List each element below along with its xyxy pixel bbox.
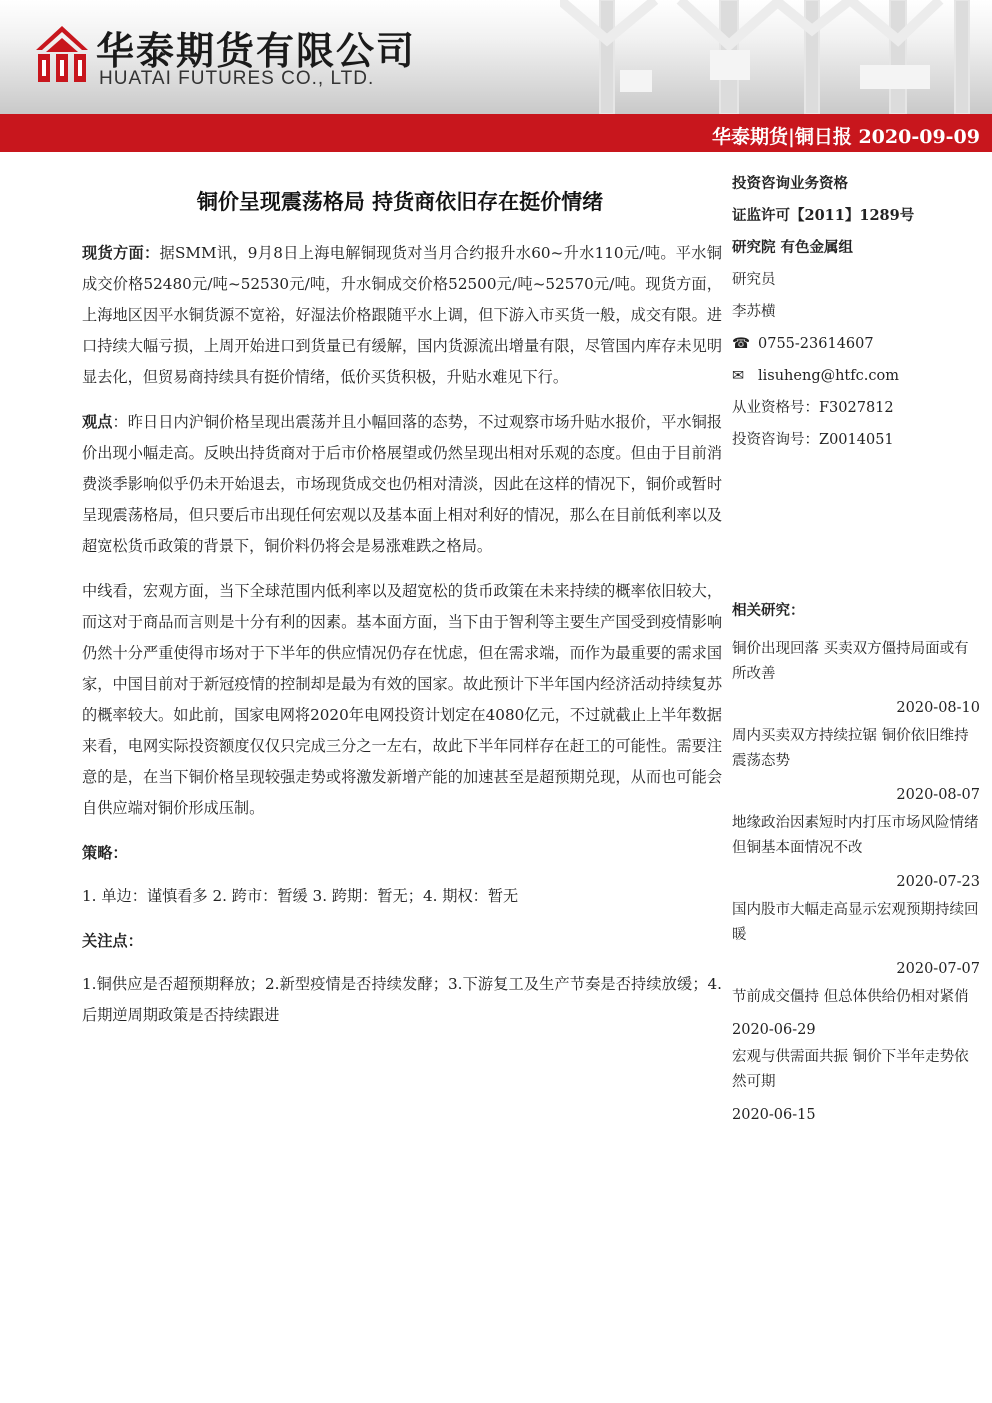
report-body [82, 238, 722, 1045]
advisory-number: 投资咨询号：Z0014051 [732, 432, 894, 448]
huatai-logo-icon [34, 24, 90, 84]
related-item-date: 2020-07-07 [896, 961, 980, 977]
department: 研究院 有色金属组 [732, 239, 854, 256]
focus-text: 1.铜供应是否超预期释放；2.新型疫情是否持续发酵；3.下游复工及生产节奏是否持续放缓；4. 后期逆周期政策是否持续跟进 [82, 975, 722, 1024]
spot-label: 现货方面： [82, 244, 160, 262]
midterm-paragraph: 中线看，宏观方面，当下全球范围内低利率以及超宽松的货币政策在未来持续的概率依旧较大，而这对于商品而言则是十分有利的因素。基本面方面，当下由于智利等主要生产国受到疫情影响仍然十分严重使得市场对于下半年的供应情况仍存在忧虑，但在需求端，而作为最重要的需求国家，中国目前对于新冠疫情的控制却是最为有效的国家。故此预计下半年国内经济活动持续复苏的概率较大。如此前，国家电网将2020年电网投资计划定在4080亿元，不过就截止上半年数据来看，电网实际投资额度仅仅只完成三分之一左右，故此下半年同样存在赶工的可能性。需要注意的是，在当下铜价格呈现较强走势或将激发新增产能的加速甚至是超预期兑现，从而也可能会自供应端对铜价形成压制。 [82, 582, 722, 817]
qualification-line-2: 证监许可【2011】1289号 [732, 207, 915, 224]
related-item-date: 2020-06-15 [732, 1107, 816, 1123]
company-name-en: HUATAI FUTURES CO., LTD. [99, 68, 375, 89]
related-research [732, 598, 980, 1130]
page-header [0, 0, 992, 114]
spot-paragraph [82, 238, 722, 393]
related-item-title[interactable]: 周内买卖双方持续拉锯 铜价依旧维持震荡态势 [732, 728, 969, 769]
strategy-text: 1. 单边：谨慎看多 2. 跨市：暂缓 3. 跨期：暂无；4. 期权：暂无 [82, 887, 519, 905]
view-label: 观点 [82, 413, 113, 431]
strategy-heading: 策略： [82, 844, 128, 862]
qualification-line-1: 投资咨询业务资格 [732, 175, 848, 192]
related-item-date: 2020-08-10 [896, 700, 980, 716]
decorative-pattern [560, 0, 992, 114]
related-item-title[interactable]: 宏观与供需面共振 铜价下半年走势依然可期 [732, 1049, 969, 1090]
cert-number: 从业资格号：F3027812 [732, 400, 894, 416]
focus-heading: 关注点： [82, 932, 143, 950]
email-address[interactable]: lisuheng@htfc.com [758, 368, 899, 384]
related-item-date: 2020-08-07 [896, 787, 980, 803]
related-item-date: 2020-07-23 [896, 874, 980, 890]
analyst-role: 研究员 [732, 272, 776, 288]
report-banner [0, 114, 992, 152]
report-title: 铜价呈现震荡格局 持货商依旧存在挺价情绪 [196, 189, 604, 214]
related-item-title[interactable]: 地缘政治因素短时内打压市场风险情绪 但铜基本面情况不改 [732, 815, 979, 856]
phone-icon: ☎ [732, 336, 751, 352]
related-item-title[interactable]: 节前成交僵持 但总体供给仍相对紧俏 [732, 989, 969, 1005]
view-text: ：昨日日内沪铜价格呈现出震荡并且小幅回落的态势，不过观察市场升贴水报价，平水铜报价出现小幅走高。反映出持货商对于后市价格展望或仍然呈现出相对乐观的态度。但由于目前消费淡季影响似乎仍未开始退去，市场现货成交也仍相对清淡，因此在这样的情况下，铜价或暂时呈现震荡格局，但只要后市出现任何宏观以及基本面上相对利好的情况，那么在目前低利率以及超宽松货币政策的背景下，铜价料仍将会是易涨难跌之格局。 [82, 413, 723, 555]
phone-row [732, 328, 982, 360]
email-row [732, 360, 982, 392]
report-tag-date: 华泰期货|铜日报 2020-09-09 [711, 126, 980, 148]
analyst-name: 李苏横 [732, 304, 776, 320]
analyst-info [732, 168, 982, 456]
related-heading: 相关研究： [732, 602, 805, 619]
phone-number: 0755-23614607 [758, 336, 874, 352]
email-icon: ✉ [732, 368, 745, 384]
related-item-date: 2020-06-29 [732, 1022, 816, 1038]
related-item-title[interactable]: 铜价出现回落 买卖双方僵持局面或有所改善 [732, 641, 969, 682]
spot-text: 据SMM讯，9月8日上海电解铜现货对当月合约报升水60~升水110元/吨。平水铜成交价格52480元/吨~52530元/吨，升水铜成交价格52500元/吨~52570元/吨。现货方面，上海地区因平水铜货源不宽裕，好湿法价格跟随平水上调，但下游入市买货一般，成交有限。进口持续大幅亏损，上周开始进口到货量已有缓解，国内货源流出增量有限，尽管国内库存未见明显去化，但贸易商持续具有挺价情绪，低价买货积极，升贴水难见下行。 [82, 244, 722, 386]
company-name-cn: 华泰期货有限公司 [96, 29, 417, 73]
view-paragraph [82, 407, 722, 562]
related-item-title[interactable]: 国内股市大幅走高显示宏观预期持续回暖 [732, 902, 979, 943]
